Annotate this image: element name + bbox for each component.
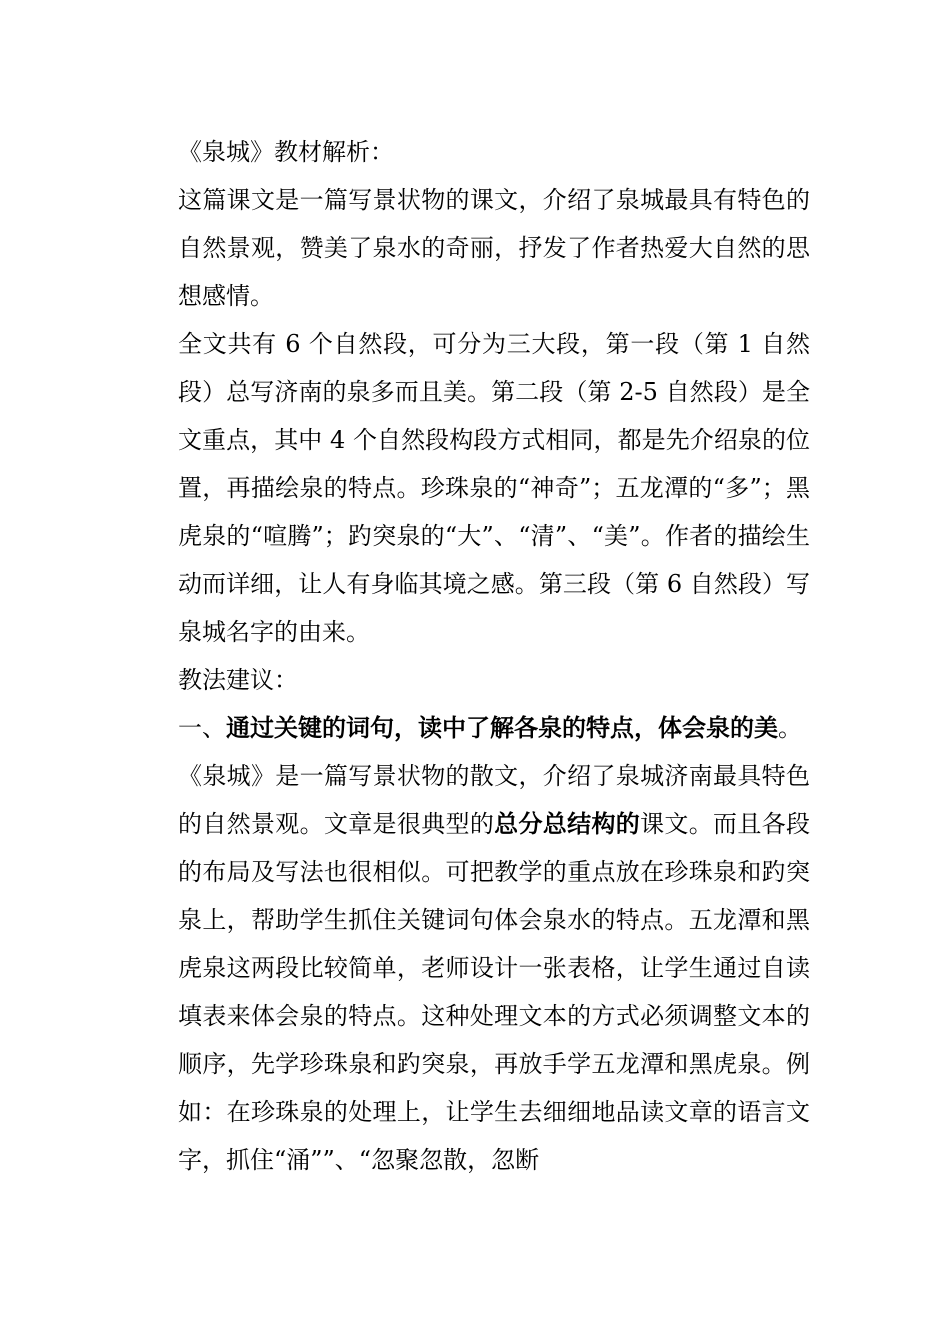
method-text-start: 《泉城》是一篇写景状物的散文，介绍了泉城济南最具特色的自然景观。文章是很典型的 [178, 762, 810, 838]
document-body [178, 128, 810, 1184]
point-one-suffix: 。 [778, 714, 802, 742]
method-emphasis: 总分总结构的 [494, 810, 641, 838]
structure-paragraph: 全文共有 6 个自然段，可分为三大段，第一段（第 1 自然段）总写济南的泉多而且美。第二段（第 2-5 自然段）是全文重点，其中 4 个自然段构段方式相同，都是先介绍泉的位置，再描绘泉的特点。珍珠泉的“神奇”；五龙潭的“多”；黑虎泉的“喧腾”；趵突泉的“大”、“清”、“美”。作者的描绘生动而详细，让人有身临其境之感。第三段（第 6 自然段）写泉城名字的由来。 [178, 330, 810, 646]
document-heading: 《泉城》教材解析： [178, 138, 394, 166]
point-one-prefix: 一、 [178, 714, 226, 742]
point-one-heading [178, 704, 810, 752]
point-one-title: 通过关键的词句，读中了解各泉的特点，体会泉的美 [226, 714, 778, 742]
intro-paragraph: 这篇课文是一篇写景状物的课文，介绍了泉城最具有特色的自然景观，赞美了泉水的奇丽，抒发了作者热爱大自然的思想感情。 [178, 186, 810, 310]
method-text-end: 课文。而且各段的布局及写法也很相似。可把教学的重点放在珍珠泉和趵突泉上，帮助学生抓住关键词句体会泉水的特点。五龙潭和黑虎泉这两段比较简单，老师设计一张表格，让学生通过自读填表来体会泉的特点。这种处理文本的方式必须调整文本的顺序，先学珍珠泉和趵突泉，再放手学五龙潭和黑虎泉。例如：在珍珠泉的处理上，让学生去细细地品读文章的语言文字，抓住“涌””、“忽聚忽散，忽断 [178, 810, 811, 1174]
method-paragraph [178, 752, 810, 1184]
section-label: 教法建议： [178, 666, 298, 694]
